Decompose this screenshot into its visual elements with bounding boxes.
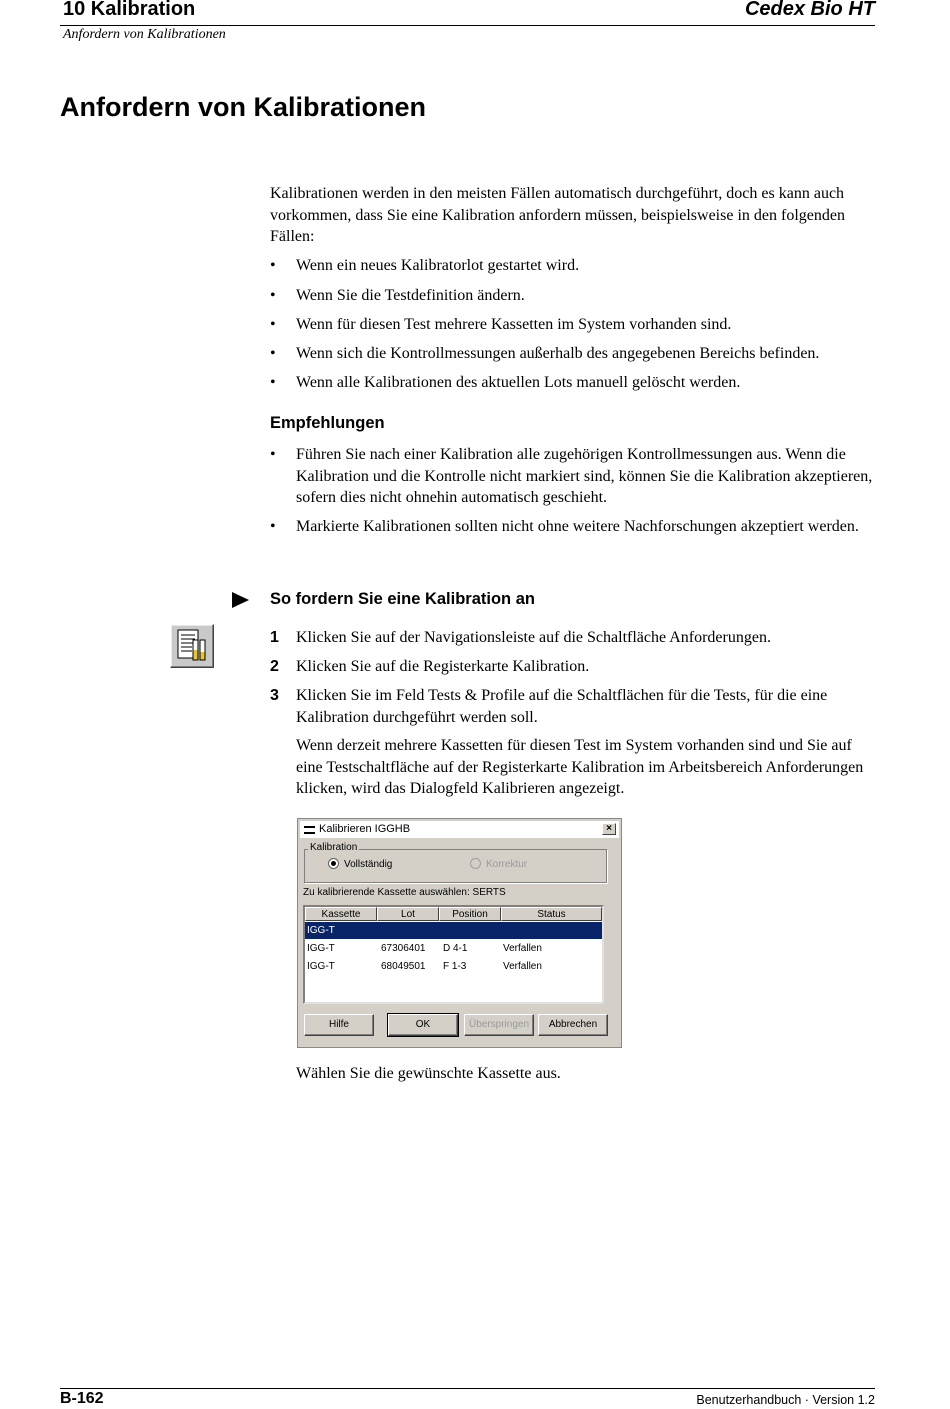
calibrate-dialog [297,818,622,1048]
calibration-group-label: Kalibration [310,842,358,853]
cassette-list[interactable] [303,905,604,1004]
bullet: • [270,518,276,535]
cell-position: D 4-1 [443,943,468,954]
step-number: 1 [270,629,279,646]
table-row[interactable] [305,958,602,975]
step-text: Klicken Sie auf die Registerkarte Kalibration. [296,658,590,675]
radio-correction-label: Korrektur [486,859,528,870]
table-row[interactable] [305,940,602,957]
case-item [270,372,880,394]
dialog-title: Kalibrieren IGGHB [319,823,411,835]
bullet: • [270,287,276,304]
procedure-arrow-icon [232,592,249,608]
footer-rule [60,1388,875,1389]
cell-cassette: IGG-T [307,925,335,936]
step-text: Klicken Sie auf der Navigationsleiste auf die Schaltfläche Anforderungen. [296,629,771,646]
column-header-cassette[interactable]: Kassette [305,907,377,921]
radio-full-label: Vollständig [344,859,393,870]
close-icon[interactable]: × [602,823,616,835]
case-item [270,343,880,365]
skip-button[interactable]: Überspringen [464,1014,534,1036]
recommendation-item [270,444,880,509]
cell-cassette: IGG-T [307,961,335,972]
cell-position: F 1-3 [443,961,467,972]
select-cassette-label: Zu kalibrierende Kassette auswählen: SERTS [303,887,506,898]
cell-status: Verfallen [503,961,542,972]
intro-paragraph: Kalibrationen werden in den meisten Fällen automatisch durchgeführt, doch es kann auch vorkommen, dass Sie eine Kalibration anfordern müssen, beispielsweise in den folgenden Fällen: [270,185,845,245]
help-button[interactable]: Hilfe [304,1014,374,1036]
window-menu-icon[interactable] [304,826,315,834]
step-number: 2 [270,658,279,675]
document-version: Benutzerhandbuch · Version 1.2 [696,1393,875,1407]
step-number: 3 [270,687,279,704]
section-running-title: Anfordern von Kalibrationen [63,27,226,42]
radio-correction[interactable] [470,858,527,870]
requests-icon [170,624,214,668]
case-item [270,285,880,307]
cancel-button[interactable]: Abbrechen [538,1014,608,1036]
case-text: Wenn sich die Kontrollmessungen außerhalb des angegebenen Bereichs befinden. [296,345,820,362]
recommendations-heading: Empfehlungen [270,414,385,432]
page-title: Anfordern von Kalibrationen [60,92,427,122]
radio-full[interactable] [328,858,392,870]
note-text: Wenn derzeit mehrere Kassetten für diesen Test im System vorhanden sind und Sie auf eine Testschaltfläche auf der Registerkarte Kalibration im Arbeitsbereich Anforderungen klicken, wird das Dialogfeld Kalibrieren angezeigt. [296,737,864,797]
header-rule [60,25,875,26]
ok-button[interactable]: OK [388,1014,458,1036]
cell-lot: 68049501 [381,961,426,972]
cell-lot: 67306401 [381,943,426,954]
column-header-status[interactable]: Status [501,907,602,921]
column-header-lot[interactable]: Lot [377,907,439,921]
bullet: • [270,374,276,391]
recommendation-text: Markierte Kalibrationen sollten nicht ohne weitere Nachforschungen akzeptiert werden. [296,518,859,535]
bullet: • [270,257,276,274]
column-header-position[interactable]: Position [439,907,501,921]
procedure-step [270,656,880,678]
bullet: • [270,316,276,333]
case-item [270,314,880,336]
cell-cassette: IGG-T [307,943,335,954]
case-text: Wenn alle Kalibrationen des aktuellen Lots manuell gelöscht werden. [296,374,741,391]
procedure-title: So fordern Sie eine Kalibration an [270,590,535,608]
bullet: • [270,345,276,362]
bullet: • [270,446,276,463]
product-name: Cedex Bio HT [744,0,875,20]
radio-full-dot[interactable] [328,858,339,869]
after-dialog-text: Wählen Sie die gewünschte Kassette aus. [296,1065,561,1082]
case-text: Wenn für diesen Test mehrere Kassetten im System vorhanden sind. [296,316,732,333]
case-text: Wenn ein neues Kalibratorlot gestartet wird. [296,257,580,274]
radio-correction-dot[interactable] [470,858,481,869]
case-text: Wenn Sie die Testdefinition ändern. [296,287,525,304]
recommendation-text: Führen Sie nach einer Kalibration alle zugehörigen Kontrollmessungen aus. Wenn die Kalibration und die Kontrolle nicht markiert sind, können Sie die Kalibration akzeptieren, sofern dies nicht ohnehin automatisch geschieht. [296,446,873,506]
list-header [305,907,602,921]
procedure-step [270,685,880,728]
step-text: Klicken Sie im Feld Tests & Profile auf die Schaltflächen für die Tests, für die eine Kalibration durchgeführt werden soll. [296,687,828,726]
procedure-note [270,735,880,800]
page-number: B-162 [60,1390,104,1407]
recommendation-item [270,516,880,538]
chapter-title: 10 Kalibration [63,0,196,20]
procedure-step [270,627,880,649]
cell-status: Verfallen [503,943,542,954]
table-row[interactable] [305,922,602,939]
dialog-titlebar [300,821,619,838]
case-item [270,255,880,277]
